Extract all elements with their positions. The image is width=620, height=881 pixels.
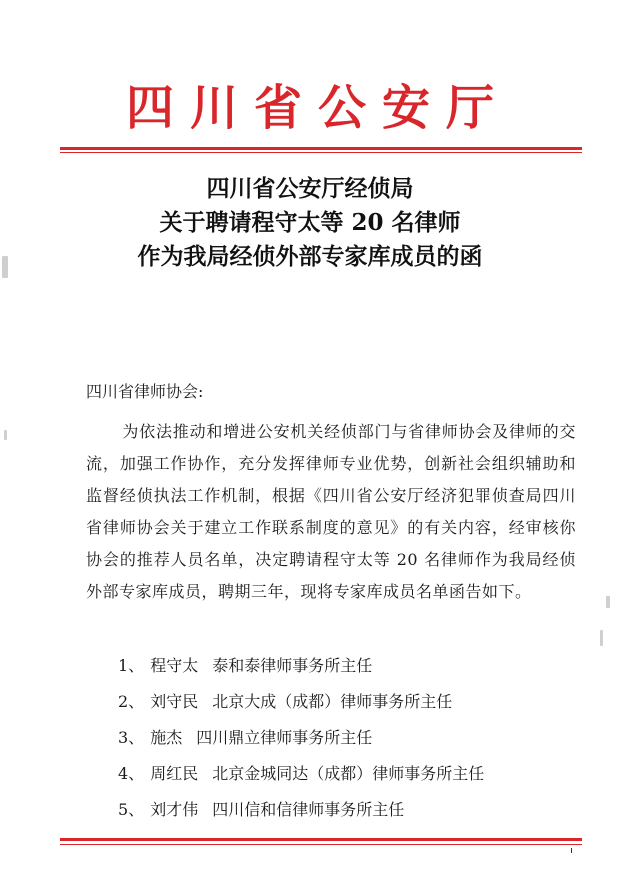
member-number: 5、	[118, 800, 145, 819]
member-list	[118, 648, 484, 828]
margin-speck	[606, 596, 610, 608]
title-line-3: 作为我局经侦外部专家库成员的函	[137, 243, 483, 270]
member-number: 4、	[118, 764, 145, 783]
list-item	[118, 720, 484, 756]
member-org: 四川鼎立律师事务所主任	[196, 728, 373, 747]
header-rule-thin	[60, 152, 582, 153]
margin-speck	[2, 256, 8, 278]
member-org: 北京大成（成都）律师事务所主任	[212, 692, 453, 711]
member-org: 北京金城同达（成都）律师事务所主任	[212, 764, 485, 783]
member-number: 2、	[118, 692, 145, 711]
margin-speck	[4, 430, 7, 440]
title-line-1: 四川省公安厅经侦局	[206, 175, 414, 202]
list-item	[118, 684, 484, 720]
member-number: 3、	[118, 728, 145, 747]
header-rule-thick	[60, 147, 582, 150]
member-name: 周红民	[150, 764, 199, 783]
footer-rule-thick	[60, 838, 582, 841]
list-item	[118, 648, 484, 684]
member-name: 刘才伟	[150, 800, 199, 819]
member-number: 1、	[118, 656, 145, 675]
footer-rule-thin	[60, 844, 582, 845]
list-item	[118, 792, 484, 828]
member-org: 泰和泰律师事务所主任	[212, 656, 373, 675]
member-name: 程守太	[150, 656, 199, 675]
body-paragraph	[86, 416, 576, 608]
page-mark	[571, 848, 572, 853]
document-title	[0, 172, 620, 274]
letterhead-title: 四川省公安厅	[125, 80, 510, 136]
body-text: 为依法推动和增进公安机关经侦部门与省律师协会及律师的交流，加强工作协作，充分发挥律师专业优势，创新社会组织辅助和监督经侦执法工作机制，根据《四川省公安厅经济犯罪侦查局四川省律师协会关于建立工作联系制度的意见》的有关内容，经审核你协会的推荐人员名单，决定聘请程守太等 20 名律师作为我局经侦外部专家库成员，聘期三年，现将专家库成员名单函告如下。	[86, 422, 576, 601]
salutation: 四川省律师协会:	[86, 382, 204, 401]
margin-speck	[600, 630, 603, 646]
member-name: 刘守民	[150, 692, 199, 711]
title-line-2: 关于聘请程守太等 20 名律师	[159, 209, 461, 236]
member-org: 四川信和信律师事务所主任	[212, 800, 405, 819]
list-item	[118, 756, 484, 792]
member-name: 施杰	[150, 728, 183, 747]
